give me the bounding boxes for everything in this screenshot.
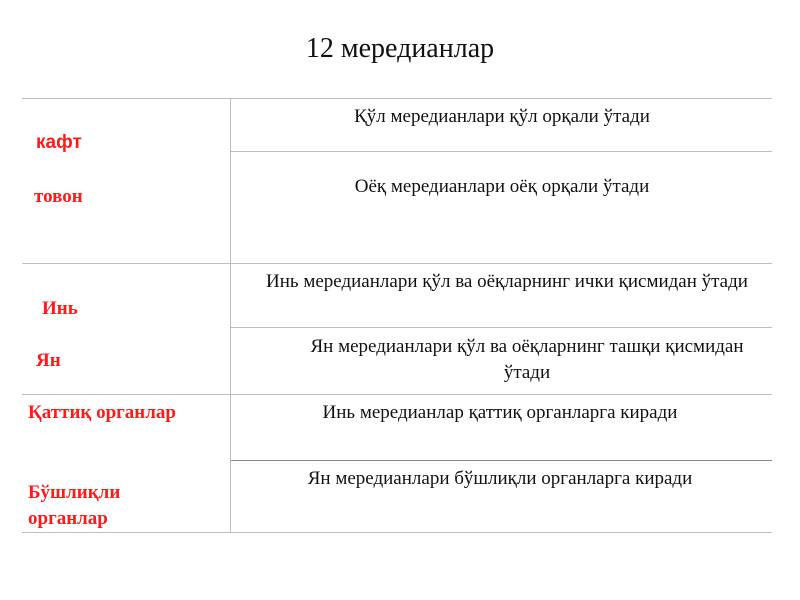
table-bottom-rule <box>22 532 772 533</box>
description-yang-hollow-organs: Ян мередианлари бўшлиқли органларга киради <box>307 468 693 489</box>
page-title: 12 мередианлар <box>305 33 495 64</box>
table-top-rule <box>22 98 772 99</box>
description-yin-solid-organs: Инь мередианлар қаттиқ органларга киради <box>322 402 678 423</box>
label-hollow-organs: Бўшлиқли органлар <box>28 482 121 529</box>
description-leg-meridians: Оёқ мередианлари оёқ орқали ўтади <box>354 176 650 197</box>
row2-inner-rule <box>230 327 772 328</box>
label-solid-organs: Қаттиқ органлар <box>28 402 176 423</box>
label-palm: кафт <box>36 132 82 153</box>
label-yang: Ян <box>36 350 61 371</box>
description-arm-meridians: Қўл мередианлари қўл орқали ўтади <box>354 106 650 127</box>
label-sole: товон <box>34 186 83 207</box>
description-yang-meridians: Ян мередианлари қўл ва оёқларнинг ташқи қисмидан ўтади <box>310 336 744 383</box>
row1-inner-rule <box>230 151 772 152</box>
description-yin-meridians: Инь мередианлари қўл ва оёқларнинг ички қисмидан ўтади <box>266 271 748 292</box>
column-divider <box>230 98 231 532</box>
row3-inner-rule <box>230 460 772 461</box>
row-divider-2 <box>22 394 772 395</box>
label-yin: Инь <box>42 298 78 319</box>
row-divider-1 <box>22 263 772 264</box>
